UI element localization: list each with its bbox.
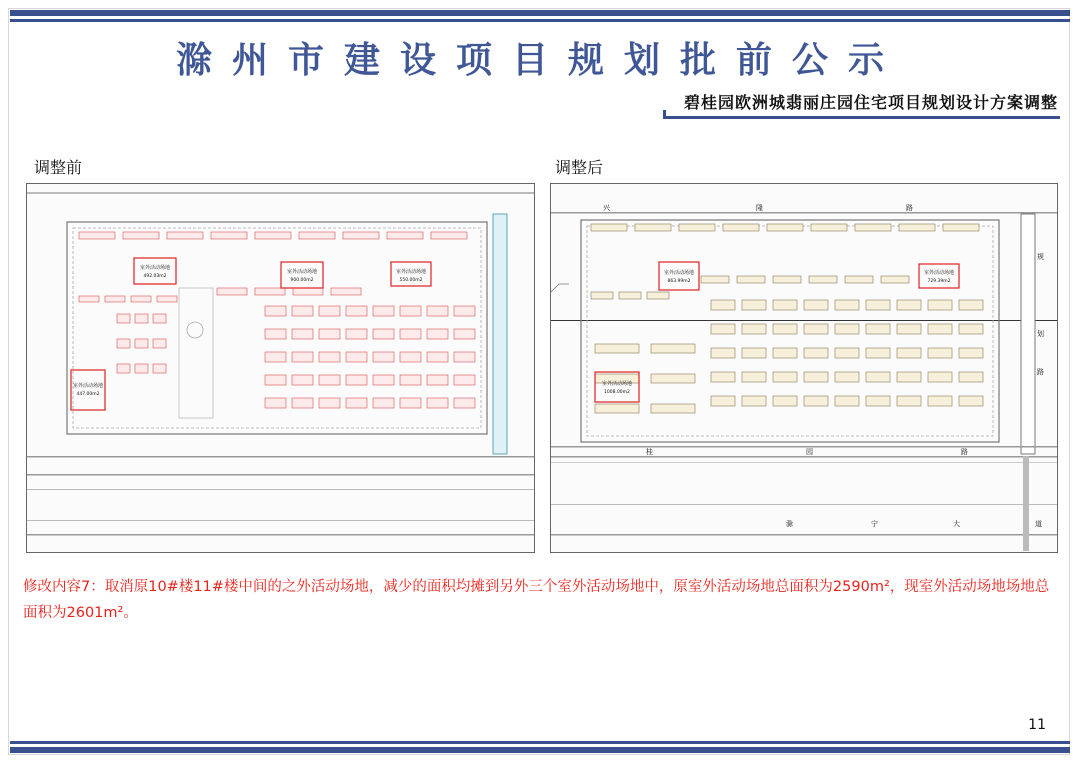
before-activity-c-label: 室外活动场地 — [395, 269, 427, 275]
building — [959, 300, 983, 310]
building — [319, 306, 340, 316]
building — [959, 372, 983, 382]
building — [346, 375, 367, 385]
before-activity-b-label: 室外活动场地 — [286, 269, 318, 275]
subtitle-underline — [663, 116, 1060, 119]
building — [343, 232, 379, 239]
page-title: 滁州市建设项目规划批前公示 — [175, 39, 904, 81]
building — [400, 375, 421, 385]
building — [117, 339, 130, 348]
building — [135, 314, 148, 323]
building — [265, 352, 286, 362]
building — [881, 276, 909, 283]
building — [265, 329, 286, 339]
building — [400, 329, 421, 339]
building — [651, 404, 695, 413]
building — [959, 396, 983, 406]
road-east-char-2: 划 — [1037, 330, 1044, 338]
before-site-plan — [26, 183, 535, 553]
building — [959, 348, 983, 358]
building — [454, 329, 475, 339]
road-east-char-3: 路 — [1037, 368, 1044, 376]
building — [866, 372, 890, 382]
before-activity-c-area: 550.00m2 — [399, 278, 423, 283]
building — [773, 300, 797, 310]
building — [804, 396, 828, 406]
building — [804, 372, 828, 382]
building — [319, 352, 340, 362]
building — [928, 348, 952, 358]
building — [373, 329, 394, 339]
road-south-char-1: 桂 — [646, 448, 653, 456]
building — [711, 372, 735, 382]
building — [331, 288, 361, 295]
building — [117, 364, 130, 373]
building — [79, 296, 99, 302]
building — [153, 339, 166, 348]
building — [866, 324, 890, 334]
building — [346, 329, 367, 339]
building — [897, 396, 921, 406]
building — [635, 224, 671, 231]
building — [387, 232, 423, 239]
top-border-bar — [10, 10, 1070, 16]
before-activity-a-area: 492.03m2 — [143, 274, 167, 279]
building — [292, 398, 313, 408]
road-bottom-char-1: 滁 — [786, 520, 793, 528]
bottom-border-bar-thin — [10, 741, 1070, 744]
road-east-char-1: 规 — [1037, 253, 1044, 261]
building — [319, 375, 340, 385]
building — [811, 224, 847, 231]
building — [292, 375, 313, 385]
subtitle-underline-tick — [663, 110, 666, 119]
building — [79, 232, 115, 239]
building — [809, 276, 837, 283]
building — [591, 292, 613, 299]
building — [835, 372, 859, 382]
building — [928, 372, 952, 382]
building — [292, 352, 313, 362]
building — [117, 314, 130, 323]
building — [835, 396, 859, 406]
building — [866, 300, 890, 310]
building — [167, 232, 203, 239]
building — [711, 396, 735, 406]
building — [595, 344, 639, 353]
after-activity-a-area: 863.99m2 — [667, 279, 691, 284]
building — [928, 324, 952, 334]
building — [897, 324, 921, 334]
building — [454, 306, 475, 316]
building — [897, 348, 921, 358]
page-number: 11 — [1028, 717, 1046, 733]
after-label: 调整后 — [555, 158, 604, 177]
road-south-char-3: 路 — [961, 448, 968, 456]
building — [619, 292, 641, 299]
building — [737, 276, 765, 283]
road-bottom-char-3: 大 — [953, 520, 960, 528]
before-label: 调整前 — [34, 158, 83, 177]
building — [928, 300, 952, 310]
building — [647, 292, 669, 299]
road-north-char-1: 兴 — [603, 204, 610, 212]
before-activity-d-label: 室外活动场地 — [72, 383, 104, 389]
building — [292, 329, 313, 339]
before-activity-b-area: 900.00m2 — [290, 278, 314, 283]
building — [595, 404, 639, 413]
building — [427, 352, 448, 362]
after-activity-b-area: 729.39m2 — [927, 279, 951, 284]
building — [255, 232, 291, 239]
building — [742, 396, 766, 406]
building — [679, 224, 715, 231]
building — [427, 375, 448, 385]
building — [373, 398, 394, 408]
building — [265, 306, 286, 316]
building — [373, 306, 394, 316]
building — [804, 300, 828, 310]
building — [454, 352, 475, 362]
bottom-border-bar — [10, 747, 1070, 753]
building — [835, 300, 859, 310]
building — [897, 372, 921, 382]
building — [373, 375, 394, 385]
building — [292, 306, 313, 316]
building — [299, 232, 335, 239]
road-bottom-char-4: 道 — [1035, 520, 1042, 528]
building — [835, 348, 859, 358]
building — [157, 296, 177, 302]
building — [265, 398, 286, 408]
building — [153, 364, 166, 373]
road-bottom-char-2: 宁 — [871, 520, 878, 528]
building — [427, 306, 448, 316]
building — [773, 324, 797, 334]
building — [123, 232, 159, 239]
building — [835, 324, 859, 334]
building — [400, 352, 421, 362]
building — [701, 276, 729, 283]
road-north-char-3: 路 — [906, 204, 913, 212]
building — [153, 314, 166, 323]
building — [373, 352, 394, 362]
building — [293, 288, 323, 295]
building — [773, 372, 797, 382]
after-activity-c-label: 室外活动场地 — [601, 381, 633, 387]
building — [773, 348, 797, 358]
building — [591, 224, 627, 231]
building — [711, 324, 735, 334]
after-activity-b-label: 室外活动场地 — [923, 270, 955, 276]
building — [742, 348, 766, 358]
building — [897, 300, 921, 310]
building — [135, 364, 148, 373]
building — [400, 398, 421, 408]
building — [866, 348, 890, 358]
building — [319, 398, 340, 408]
before-activity-d-area: 447.00m2 — [76, 392, 100, 397]
road-south-char-2: 园 — [806, 448, 813, 456]
building — [651, 374, 695, 383]
top-border-bar-thin — [10, 19, 1070, 22]
building — [211, 232, 247, 239]
building — [773, 276, 801, 283]
building — [105, 296, 125, 302]
building — [773, 396, 797, 406]
building — [845, 276, 873, 283]
building — [427, 398, 448, 408]
building — [346, 398, 367, 408]
building — [804, 348, 828, 358]
road-north-char-2: 隆 — [756, 204, 763, 212]
after-site-plan-drawing — [551, 184, 1058, 553]
building — [131, 296, 151, 302]
building — [711, 348, 735, 358]
building — [742, 372, 766, 382]
building — [400, 306, 421, 316]
building — [866, 396, 890, 406]
building — [767, 224, 803, 231]
building — [454, 375, 475, 385]
building — [742, 324, 766, 334]
building — [723, 224, 759, 231]
building — [454, 398, 475, 408]
modification-note: 修改内容7：取消原10#楼11#楼中间的之外活动场地，减少的面积均摊到另外三个室外活动场地中，原室外活动场地总面积为2590m²，现室外活动场地场地总面积为2601m²。 — [23, 579, 1050, 621]
before-activity-a-label: 室外活动场地 — [139, 265, 171, 271]
building — [804, 324, 828, 334]
building — [899, 224, 935, 231]
project-subtitle: 碧桂园欧洲城翡丽庄园住宅项目规划设计方案调整 — [683, 93, 1058, 112]
building — [928, 396, 952, 406]
after-activity-c-area: 1008.00m2 — [604, 390, 630, 395]
building — [959, 324, 983, 334]
after-activity-a-label: 室外活动场地 — [663, 270, 695, 276]
building — [255, 288, 285, 295]
building — [346, 306, 367, 316]
building — [431, 232, 467, 239]
building — [135, 339, 148, 348]
after-site-plan — [550, 183, 1058, 553]
building — [265, 375, 286, 385]
building — [943, 224, 979, 231]
building — [346, 352, 367, 362]
building — [855, 224, 891, 231]
building — [742, 300, 766, 310]
building — [651, 344, 695, 353]
building — [427, 329, 448, 339]
building — [217, 288, 247, 295]
building — [319, 329, 340, 339]
building — [711, 300, 735, 310]
before-site-plan-drawing — [27, 184, 535, 553]
